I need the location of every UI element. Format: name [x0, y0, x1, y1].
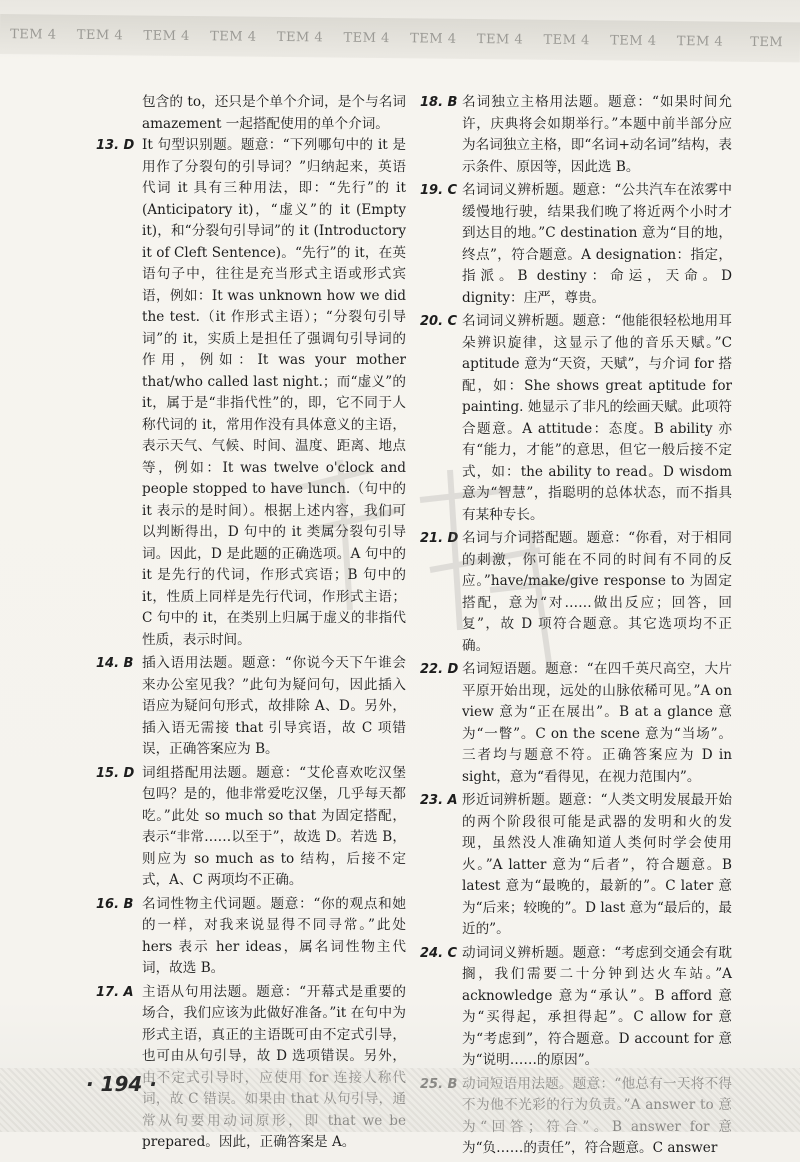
left-column [96, 92, 406, 1156]
header-label: TEM 4 [210, 28, 257, 45]
answer-entry [420, 790, 732, 941]
question-number: 13. D [96, 138, 135, 153]
question-number: 17. A [96, 984, 134, 1000]
answer-explanation: 名词与介词搭配题。题意：“你看，对于相同的刺激，你可能在不同的时间有不同的反应。”have/make/give response to 为固定搭配，意为“对……做出反应；回答，回复”，故 D 项符合题意。其它选项均不正确。 [462, 530, 732, 654]
question-number: 15. D [96, 765, 135, 781]
answer-entry [420, 180, 732, 309]
answer-explanation: 主语从句用法题。题意：“开幕式是重要的场合，我们应该为此做好准备。”it 在句中为形式主语，真正的主语既可由不定式引导，也可由从句引导，故 D 选项错误。另外， prepared。因此，正确答案是 A。 [142, 983, 406, 1150]
question-number: 14. B [96, 656, 134, 671]
header-label: TEM 4 [76, 27, 124, 43]
answer-explanation: 名词短语题。题意：“在四千英尺高空，大片平原开始出现，远处的山脉依稀可见。”A on view 意为“正在展出”。B at a glance 意为“一瞥”。C on the scene 意为“当场”。三者均与题意不符。正确答案应为 D in sight，意为“看得见，在视力范围内”。 [462, 661, 732, 785]
header-label: TEM 4 [410, 30, 457, 47]
answer-explanation: It 句型识别题。题意：“下列哪句中的 it 是用作了分裂句的引导词？”归纳起来，英语代词 it 具有三种用法，即：“先行”的 it (Anticipatory it)，“虚义”的 it (Empty it)，和“分裂句引导词”的 it (Introductory it of Cleft Sentence)。“先行”的 it，在英语句子中，往往是充当形式主语或形式宾语，例如：It was unknown how we did the test.（it 作形式主语）；“分裂句引导词”的 it，实质上是担任了强调句引导词的作用，例如：It was your mother that/who called last night.；而“虚义”的 it，属于是“非指代性”的，即，它不同于人称代词的 it，常用作没有具体意义的主语，表示天气、气候、时间、温度、距离、地点等，例如：It was twelve o'clock and people stopped to have lunch.（句中的 it 表示的是时间）。根据上述内容，我们可以判断得出，D 句中的 it 类属分裂句引导词。因此，D 是此题的正确选项。A 句中的 it 是先行的代词，作形式宾语；B 句中的 it，性质上同样是先行代词，作形式主语；C 句中的 it，在类别上归属于虚义的非指代性质，表示时间。 [142, 137, 406, 648]
answer-explanation: 词组搭配用法题。题意：“艾伦喜欢吃汉堡包吗？是的，他非常爱吃汉堡，几乎每天都吃。”此处 so much so that 为固定搭配，表示“非常……以至于”，故选 D。若选 B，则应为 so much as to 结构，后接不定式，A、C 两项均不正确。 [142, 764, 406, 888]
header-label: TEM 4 [543, 32, 590, 48]
answer-explanation: 名词性物主代词题。题意：“你的观点和她的一样，对我来说显得不同寻常。”此处 hers 表示 her ideas，属名词性物主代词，故选 B。 [142, 895, 406, 976]
answer-explanation: 名词词义辨析题。题意：“公共汽车在浓雾中缓慢地行驶，结果我们晚了将近两个小时才到达目的地。”C destination 意为“目的地，终点”，符合题意。A designation：指定，指派。B destiny：命运，天命。D dignity：庄严，尊贵。 [462, 182, 732, 306]
header-band [0, 14, 800, 62]
header-label: TEM 4 [476, 31, 524, 47]
question-number: 16. B [96, 896, 134, 912]
answer-entry [420, 311, 732, 526]
question-number: 22. D [420, 662, 459, 677]
answer-explanation: 名词独立主格用法题。题意：“如果时间允许，庆典将会如期举行。”本题中前半部分应为名词独立主格，即“名词+动名词”结构，表示条件、原因等，因此选 B。 [462, 94, 732, 175]
header-label: TEM 4 [276, 29, 324, 45]
question-number: 18. B [420, 95, 458, 110]
right-column [420, 92, 732, 1162]
question-number: 19. C [420, 183, 458, 198]
answer-entry [420, 943, 732, 1072]
header-label: TEM 4 [10, 26, 57, 43]
answer-entry [420, 92, 732, 178]
answer-explanation: 名词词义辨析题。题意：“他能很轻松地用耳朵辨识旋律，这显示了他的音乐天赋。”C aptitude 意为“天资，天赋”，与介词 for 搭配，如：She shows great aptitude for painting. 她显示了非凡的绘画天赋。此项符合题意。A attitude：态度。B ability 亦有“能力，才能”的意思，但它一般后接不定式，如：the ability to read。D wisdom 意为“智慧”，指聪明的总体状态，而不指具有某种专长。 [462, 313, 732, 523]
header-label: TEM 4 [343, 30, 390, 46]
question-number: 21. D [420, 531, 459, 546]
answer-entry [420, 528, 732, 657]
question-number: 23. A [420, 793, 458, 808]
answer-explanation: 插入语用法题。题意：“你说今天下午谁会来办公室见我？”此句为疑问句，因此插入语应为疑问句形式，故排除 A、D。另外，插入语无需接 that 引导宾语，故 C 项错误，正确答案应为 B。 [142, 655, 406, 757]
question-number: 24. C [420, 945, 458, 961]
header-label: TEM 4 [676, 33, 724, 50]
answer-entry [96, 894, 406, 980]
answer-entry [96, 653, 406, 761]
answer-explanation: 为“负……的责任”，符合题意。C answer [462, 1140, 718, 1156]
left-intro: 包含的 to，还只是个单个介词，是个与名词 amazement 一起搭配使用的单个介词。 [142, 94, 406, 132]
header-label: TEM 4 [143, 28, 190, 44]
header-label: TEM 4 [610, 32, 657, 49]
question-number: 20. C [420, 314, 458, 329]
answer-entry [96, 763, 406, 892]
answer-explanation: 动词词义辨析题。题意：“考虑到交通会有耽搁，我们需要二十分钟到达火车站。”A acknowledge 意为“承认”。B afford 意为“买得起，承担得起”。C allow for 意为“考虑到”，符合题意。D account for 意为“说明……的原因”。 [462, 944, 732, 1068]
answer-entry [420, 659, 732, 788]
page-number: · 194 · [86, 1072, 157, 1096]
answer-explanation: 形近词辨析题。题意：“人类文明发展最开始的两个阶段很可能是武器的发明和火的发现，虽然没人准确知道人类何时学会使用火。”A latter 意为“后者”，符合题意。B latest 意为“最晚的，最新的”。C later 意为“后来；较晚的”。D last 意为“最后的，最近的”。 [462, 792, 732, 937]
header-label: TEM [750, 34, 784, 50]
answer-entry [96, 135, 406, 651]
